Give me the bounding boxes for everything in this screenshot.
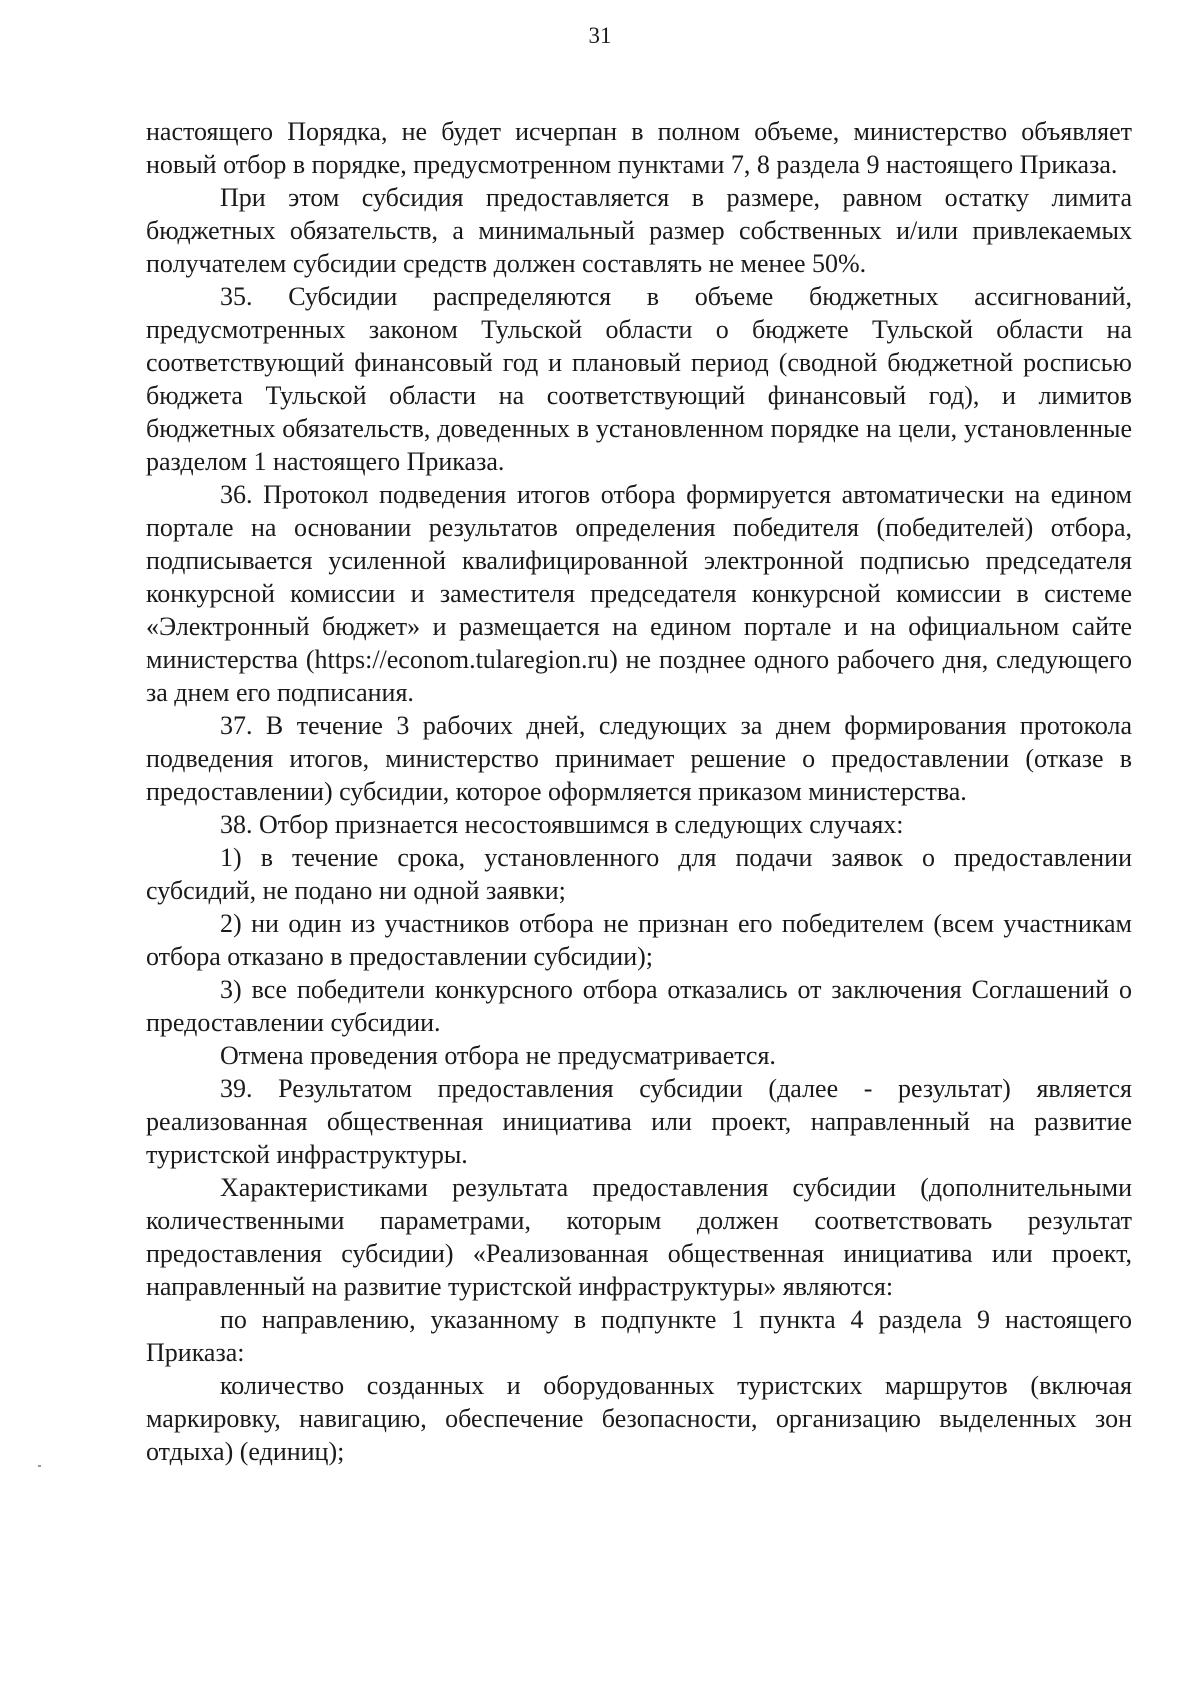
- paragraph-35: 35. Субсидии распределяются в объеме бюджетных ассигнований, предусмотренных законом Тульской области о бюджете Тульской области на соответствующий финансовый год и плановый период (сводной бюджетной росписью бюджета Тульской области на соответствующий финансовый год), и лимитов бюджетных обязательств, доведенных в установленном порядке на цели, установленные разделом 1 настоящего Приказа.: [146, 282, 1132, 476]
- paragraph-38-item-2: 2) ни один из участников отбора не признан его победителем (всем участникам отбора отказано в предоставлении субсидии);: [146, 909, 1132, 971]
- scan-artifact: [38, 1465, 41, 1467]
- paragraph-continuation: настоящего Порядка, не будет исчерпан в полном объеме, министерство объявляет новый отбор в порядке, предусмотренном пунктами 7, 8 раздела 9 настоящего Приказа.: [146, 117, 1132, 179]
- paragraph-38-item-3: 3) все победители конкурсного отбора отказались от заключения Соглашений о предоставлении субсидии.: [146, 975, 1132, 1037]
- page-number: 31: [588, 23, 612, 48]
- paragraph-38-item-1: 1) в течение срока, установленного для подачи заявок о предоставлении субсидий, не подано ни одной заявки;: [146, 843, 1132, 905]
- paragraph-38: 38. Отбор признается несостоявшимся в следующих случаях:: [220, 810, 904, 839]
- paragraph-37: 37. В течение 3 рабочих дней, следующих за днем формирования протокола подведения итогов, министерство принимает решение о предоставлении (отказе в предоставлении) субсидии, которое оформляется приказом министерства.: [146, 711, 1132, 806]
- paragraph-subsidy-size: При этом субсидия предоставляется в размере, равном остатку лимита бюджетных обязательств, а минимальный размер собственных и/или привлекаемых получателем субсидии средств должен составлять не менее 50%.: [146, 183, 1132, 278]
- paragraph-direction: по направлению, указанному в подпункте 1 пункта 4 раздела 9 настоящего Приказа:: [146, 1305, 1132, 1367]
- paragraph-39: 39. Результатом предоставления субсидии (далее - результат) является реализованная общественная инициатива или проект, направленный на развитие туристской инфраструктуры.: [146, 1074, 1132, 1169]
- paragraph-36: 36. Протокол подведения итогов отбора формируется автоматически на едином портале на основании результатов определения победителя (победителей) отбора, подписывается усиленной квалифицированной электронной подписью председателя конкурсной комиссии и заместителя председателя конкурсной комиссии в системе «Электронный бюджет» и размещается на едином портале и на официальном сайте министерства (https://econom.tularegion.ru) не позднее одного рабочего дня, следующего за днем его подписания.: [146, 480, 1132, 707]
- paragraph-no-cancellation: Отмена проведения отбора не предусматривается.: [220, 1041, 776, 1070]
- paragraph-routes-count: количество созданных и оборудованных туристских маршрутов (включая маркировку, навигацию, обеспечение безопасности, организацию выделенных зон отдыха) (единиц);: [146, 1371, 1132, 1466]
- document-body: [146, 115, 1132, 1468]
- paragraph-result-characteristics: Характеристиками результата предоставления субсидии (дополнительными количественными параметрами, которым должен соответствовать результат предоставления субсидии) «Реализованная общественная инициатива или проект, направленный на развитие туристской инфраструктуры» являются:: [146, 1173, 1132, 1301]
